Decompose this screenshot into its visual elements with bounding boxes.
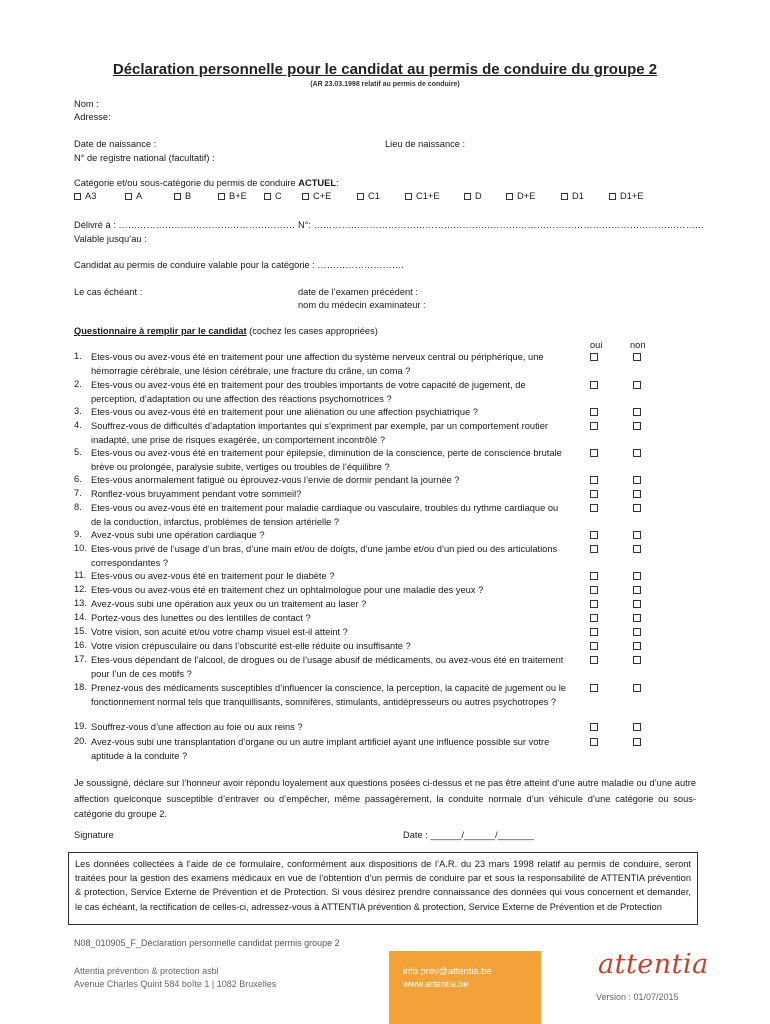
declaration-text: Je soussigné, déclare sur l’honneur avoir répondu loyalement aux questions posées ci-dessus et ne pas être atteint d’une autre maladie ou d’une autre affection quelconque susceptible d’entraver ou d’empêcher, même passagèrement, la conduite normale d’un véhicule d’une catégorie ou sous-catégorie du groupe 2. xyxy=(74,778,696,819)
question-text: Prenez-vous des médicaments susceptibles d’influencer la conscience, la perception, la capacité de jugement ou le fonctionnement normal tels que tranquillisants, somnifères, stimulants, antidépresseurs ou autres psychotropes ? xyxy=(91,683,566,707)
registre-field-label[interactable]: N° de registre national (facultatif) : xyxy=(74,153,215,163)
checkbox-icon[interactable] xyxy=(74,193,81,200)
answer-yes-checkbox[interactable] xyxy=(590,408,598,416)
numero-field[interactable]: N°: ……………………………………………………………………………………………………………… xyxy=(298,220,705,230)
question-text: Avez-vous subi une opération cardiaque ? xyxy=(91,530,265,540)
answer-yes-checkbox[interactable] xyxy=(590,628,598,636)
question-number: 13. xyxy=(74,598,87,608)
answer-yes-checkbox[interactable] xyxy=(590,586,598,594)
question-text: Etes-vous ou avez-vous été en traitement pour maladie cardiaque ou vasculaire, troubles du rythme cardiaque ou de la conduction, infarctus, problèmes de tension artérielle ? xyxy=(91,503,559,527)
answer-no-checkbox[interactable] xyxy=(633,353,641,361)
checkbox-icon[interactable] xyxy=(609,193,616,200)
delivre-field[interactable]: Délivré à : ………………………………………………… xyxy=(74,220,296,230)
date-signature-field[interactable]: Date : ______/______/_______ xyxy=(403,830,534,840)
org-name: Attentia prévention & protection asbl xyxy=(74,966,219,976)
question-number: 4. xyxy=(74,420,82,430)
valid-category-field[interactable]: Candidat au permis de conduire valable pour la catégorie : ………………………. xyxy=(74,260,404,270)
answer-no-checkbox[interactable] xyxy=(633,642,641,650)
question-text: Etes-vous dépendant de l’alcool, de drogues ou de l’usage abusif de médicaments, ou avez-vous été en traitement pour l’un de ces motifs ? xyxy=(91,655,564,679)
answer-yes-checkbox[interactable] xyxy=(590,422,598,430)
answer-no-checkbox[interactable] xyxy=(633,723,641,731)
answer-no-checkbox[interactable] xyxy=(633,572,641,580)
lieu-naissance-field-label[interactable]: Lieu de naissance : xyxy=(385,139,466,149)
answer-no-checkbox[interactable] xyxy=(633,684,641,692)
category-option[interactable]: C xyxy=(264,191,282,201)
question-number: 6. xyxy=(74,474,82,484)
checkbox-icon[interactable] xyxy=(302,193,309,200)
answer-no-checkbox[interactable] xyxy=(633,504,641,512)
question-text: Avez-vous subi une opération aux yeux ou un traitement au laser ? xyxy=(91,599,367,609)
question-text: Etes-vous privé de l’usage d’un bras, d’une main et/ou de doigts, d’une jambe et/ou d’un pied ou des articulations correspondantes ? xyxy=(91,544,558,568)
category-option[interactable]: C1+E xyxy=(405,191,440,201)
question-text: Portez-vous des lunettes ou des lentilles de contact ? xyxy=(91,613,311,623)
question-text: Etes-vous ou avez-vous été en traitement pour le diabète ? xyxy=(91,571,335,581)
question-number: 1. xyxy=(74,351,82,361)
category-option[interactable]: D1+E xyxy=(609,191,644,201)
answer-yes-checkbox[interactable] xyxy=(590,531,598,539)
question-text: Etes-vous anormalement fatigué ou éprouvez-vous l’envie de dormir pendant la journée ? xyxy=(91,475,460,485)
answer-yes-checkbox[interactable] xyxy=(590,723,598,731)
category-option[interactable]: C1 xyxy=(357,191,380,201)
checkbox-icon[interactable] xyxy=(506,193,513,200)
question-number: 20. xyxy=(74,736,87,746)
nom-medecin-field[interactable]: nom du médecin examinateur : xyxy=(298,300,426,310)
question-number: 5. xyxy=(74,447,82,457)
question-number: 2. xyxy=(74,379,82,389)
questionnaire-heading: Questionnaire à remplir par le candidat (cochez les cases appropriées) xyxy=(74,326,378,336)
question-text: Avez-vous subi une transplantation d’organe ou un autre implant artificiel ayant une influence possible sur votre aptitude à la conduite ? xyxy=(91,737,550,761)
answer-yes-checkbox[interactable] xyxy=(590,353,598,361)
adresse-field-label[interactable]: Adresse: xyxy=(74,112,111,122)
contact-email-link[interactable]: info.prev@attentia.be xyxy=(403,966,492,976)
checkbox-icon[interactable] xyxy=(125,193,132,200)
date-examen-field[interactable]: date de l’examen précédent : xyxy=(298,287,418,297)
checkbox-icon[interactable] xyxy=(174,193,181,200)
contact-website-link[interactable]: www.attentia.be xyxy=(403,979,469,989)
le-cas-label: Le cas échéant : xyxy=(74,287,143,297)
answer-no-checkbox[interactable] xyxy=(633,614,641,622)
question-number: 18. xyxy=(74,682,87,692)
answer-yes-checkbox[interactable] xyxy=(590,476,598,484)
question-text: Etes-vous ou avez-vous été en traitement pour une aliénation ou une affection psychiatrique ? xyxy=(91,407,478,417)
valable-field[interactable]: Valable jusqu’au : xyxy=(74,234,147,244)
answer-no-checkbox[interactable] xyxy=(633,656,641,664)
question-number: 9. xyxy=(74,529,82,539)
category-option[interactable]: D xyxy=(464,191,482,201)
column-yes-header: oui xyxy=(590,340,603,350)
answer-no-checkbox[interactable] xyxy=(633,628,641,636)
question-text: Etes-vous ou avez-vous été en traitement pour des troubles importants de votre capacité de jugement, de perception, d’adaptation ou une affection des réactions psychomotrices ? xyxy=(91,380,526,404)
answer-no-checkbox[interactable] xyxy=(633,408,641,416)
document-code: N08_010905_F_Déclaration personnelle candidat permis groupe 2 xyxy=(74,938,340,948)
category-option[interactable]: B+E xyxy=(218,191,247,201)
answer-yes-checkbox[interactable] xyxy=(590,642,598,650)
question-number: 17. xyxy=(74,654,87,664)
answer-yes-checkbox[interactable] xyxy=(590,449,598,457)
attentia-logo: attentia xyxy=(598,949,709,980)
answer-yes-checkbox[interactable] xyxy=(590,381,598,389)
column-no-header: non xyxy=(630,340,646,350)
checkbox-icon[interactable] xyxy=(218,193,225,200)
answer-no-checkbox[interactable] xyxy=(633,545,641,553)
question-number: 12. xyxy=(74,584,87,594)
answer-no-checkbox[interactable] xyxy=(633,381,641,389)
answer-no-checkbox[interactable] xyxy=(633,531,641,539)
answer-no-checkbox[interactable] xyxy=(633,422,641,430)
question-text: Ronflez-vous bruyamment pendant votre sommeil? xyxy=(91,489,302,499)
answer-yes-checkbox[interactable] xyxy=(590,490,598,498)
date-naissance-field-label[interactable]: Date de naissance : xyxy=(74,139,157,149)
category-option[interactable]: A3 xyxy=(74,191,96,201)
category-option[interactable]: C+E xyxy=(302,191,331,201)
checkbox-icon[interactable] xyxy=(264,193,271,200)
answer-no-checkbox[interactable] xyxy=(633,490,641,498)
question-number: 7. xyxy=(74,488,82,498)
nom-field-label[interactable]: Nom : xyxy=(74,99,99,109)
signature-field[interactable]: Signature xyxy=(74,830,114,840)
answer-no-checkbox[interactable] xyxy=(633,600,641,608)
checkbox-icon[interactable] xyxy=(464,193,471,200)
answer-yes-checkbox[interactable] xyxy=(590,656,598,664)
checkbox-icon[interactable] xyxy=(405,193,412,200)
category-intro: Catégorie et/ou sous-catégorie du permis de conduire ACTUEL: xyxy=(74,178,339,188)
answer-yes-checkbox[interactable] xyxy=(590,572,598,580)
answer-yes-checkbox[interactable] xyxy=(590,684,598,692)
category-option[interactable]: D+E xyxy=(506,191,535,201)
category-option[interactable]: A xyxy=(125,191,142,201)
answer-no-checkbox[interactable] xyxy=(633,738,641,746)
org-address: Avenue Charles Quint 584 boîte 1 | 1082 Bruxelles xyxy=(74,979,277,989)
answer-yes-checkbox[interactable] xyxy=(590,600,598,608)
question-number: 3. xyxy=(74,406,82,416)
question-number: 8. xyxy=(74,502,82,512)
answer-yes-checkbox[interactable] xyxy=(590,738,598,746)
question-number: 11. xyxy=(74,570,87,580)
category-option[interactable]: D1 xyxy=(561,191,584,201)
question-text: Etes-vous ou avez-vous été en traitement pour une affection du système nerveux central ou périphérique, une hémorragie cérébrale, une lésion cérébrale, une fracture du crâne, un coma ? xyxy=(91,352,544,376)
checkbox-icon[interactable] xyxy=(357,193,364,200)
question-text: Etes-vous ou avez-vous été en traitement chez un ophtalmologue pour une maladie des yeux ? xyxy=(91,585,484,595)
answer-no-checkbox[interactable] xyxy=(633,476,641,484)
question-number: 19. xyxy=(74,721,87,731)
question-text: Souffrez-vous d’une affection au foie ou aux reins ? xyxy=(91,722,303,732)
question-text: Etes-vous ou avez-vous été en traitement pour épilepsie, diminution de la conscience, perte de conscience brutale brève ou prolongée, paralysie subite, vertiges ou troubles de l’équilibre ? xyxy=(91,448,562,472)
checkbox-icon[interactable] xyxy=(561,193,568,200)
privacy-notice: Les données collectées à l’aide de ce formulaire, conformément aux dispositions de l’A.R. du 23 mars 1998 relatif au permis de conduire, seront traitées pour la gestion des examens médicaux en vue de l’obtention d’un permis de conduire par et sous la responsabilité de ATTENTIA prévention & protection, Service Externe de Prévention et de Protection. Si vous désirez prendre connaissance des données qui vous concernent et demander, le cas échéant, la rectification de celles-ci, adressez-vous à ATTENTIA prévention & protection, Service Externe de Prévention et de Protection xyxy=(68,852,698,925)
question-text: Souffrez-vous de difficultés d’adaptation importantes qui s’expriment par exemple, par un comportement routier inadapté, une prise de risques exagérée, un comportement incontrôlé ? xyxy=(91,421,548,445)
answer-yes-checkbox[interactable] xyxy=(590,545,598,553)
page-title: Déclaration personnelle pour le candidat au permis de conduire du groupe 2 xyxy=(112,61,658,78)
question-number: 16. xyxy=(74,640,87,650)
version-label: Version : 01/07/2015 xyxy=(596,992,679,1002)
question-text: Votre vision crépusculaire ou dans l’obscurité est-elle réduite ou insuffisante ? xyxy=(91,641,411,651)
question-number: 15. xyxy=(74,626,87,636)
answer-yes-checkbox[interactable] xyxy=(590,504,598,512)
answer-no-checkbox[interactable] xyxy=(633,586,641,594)
answer-no-checkbox[interactable] xyxy=(633,449,641,457)
question-number: 10. xyxy=(74,543,87,553)
page-subtitle: (AR 23.03.1998 relatif au permis de conduire) xyxy=(310,81,460,88)
answer-yes-checkbox[interactable] xyxy=(590,614,598,622)
question-text: Votre vision, son acuité et/ou votre champ visuel est-il atteint ? xyxy=(91,627,348,637)
category-option[interactable]: B xyxy=(174,191,191,201)
question-number: 14. xyxy=(74,612,87,622)
